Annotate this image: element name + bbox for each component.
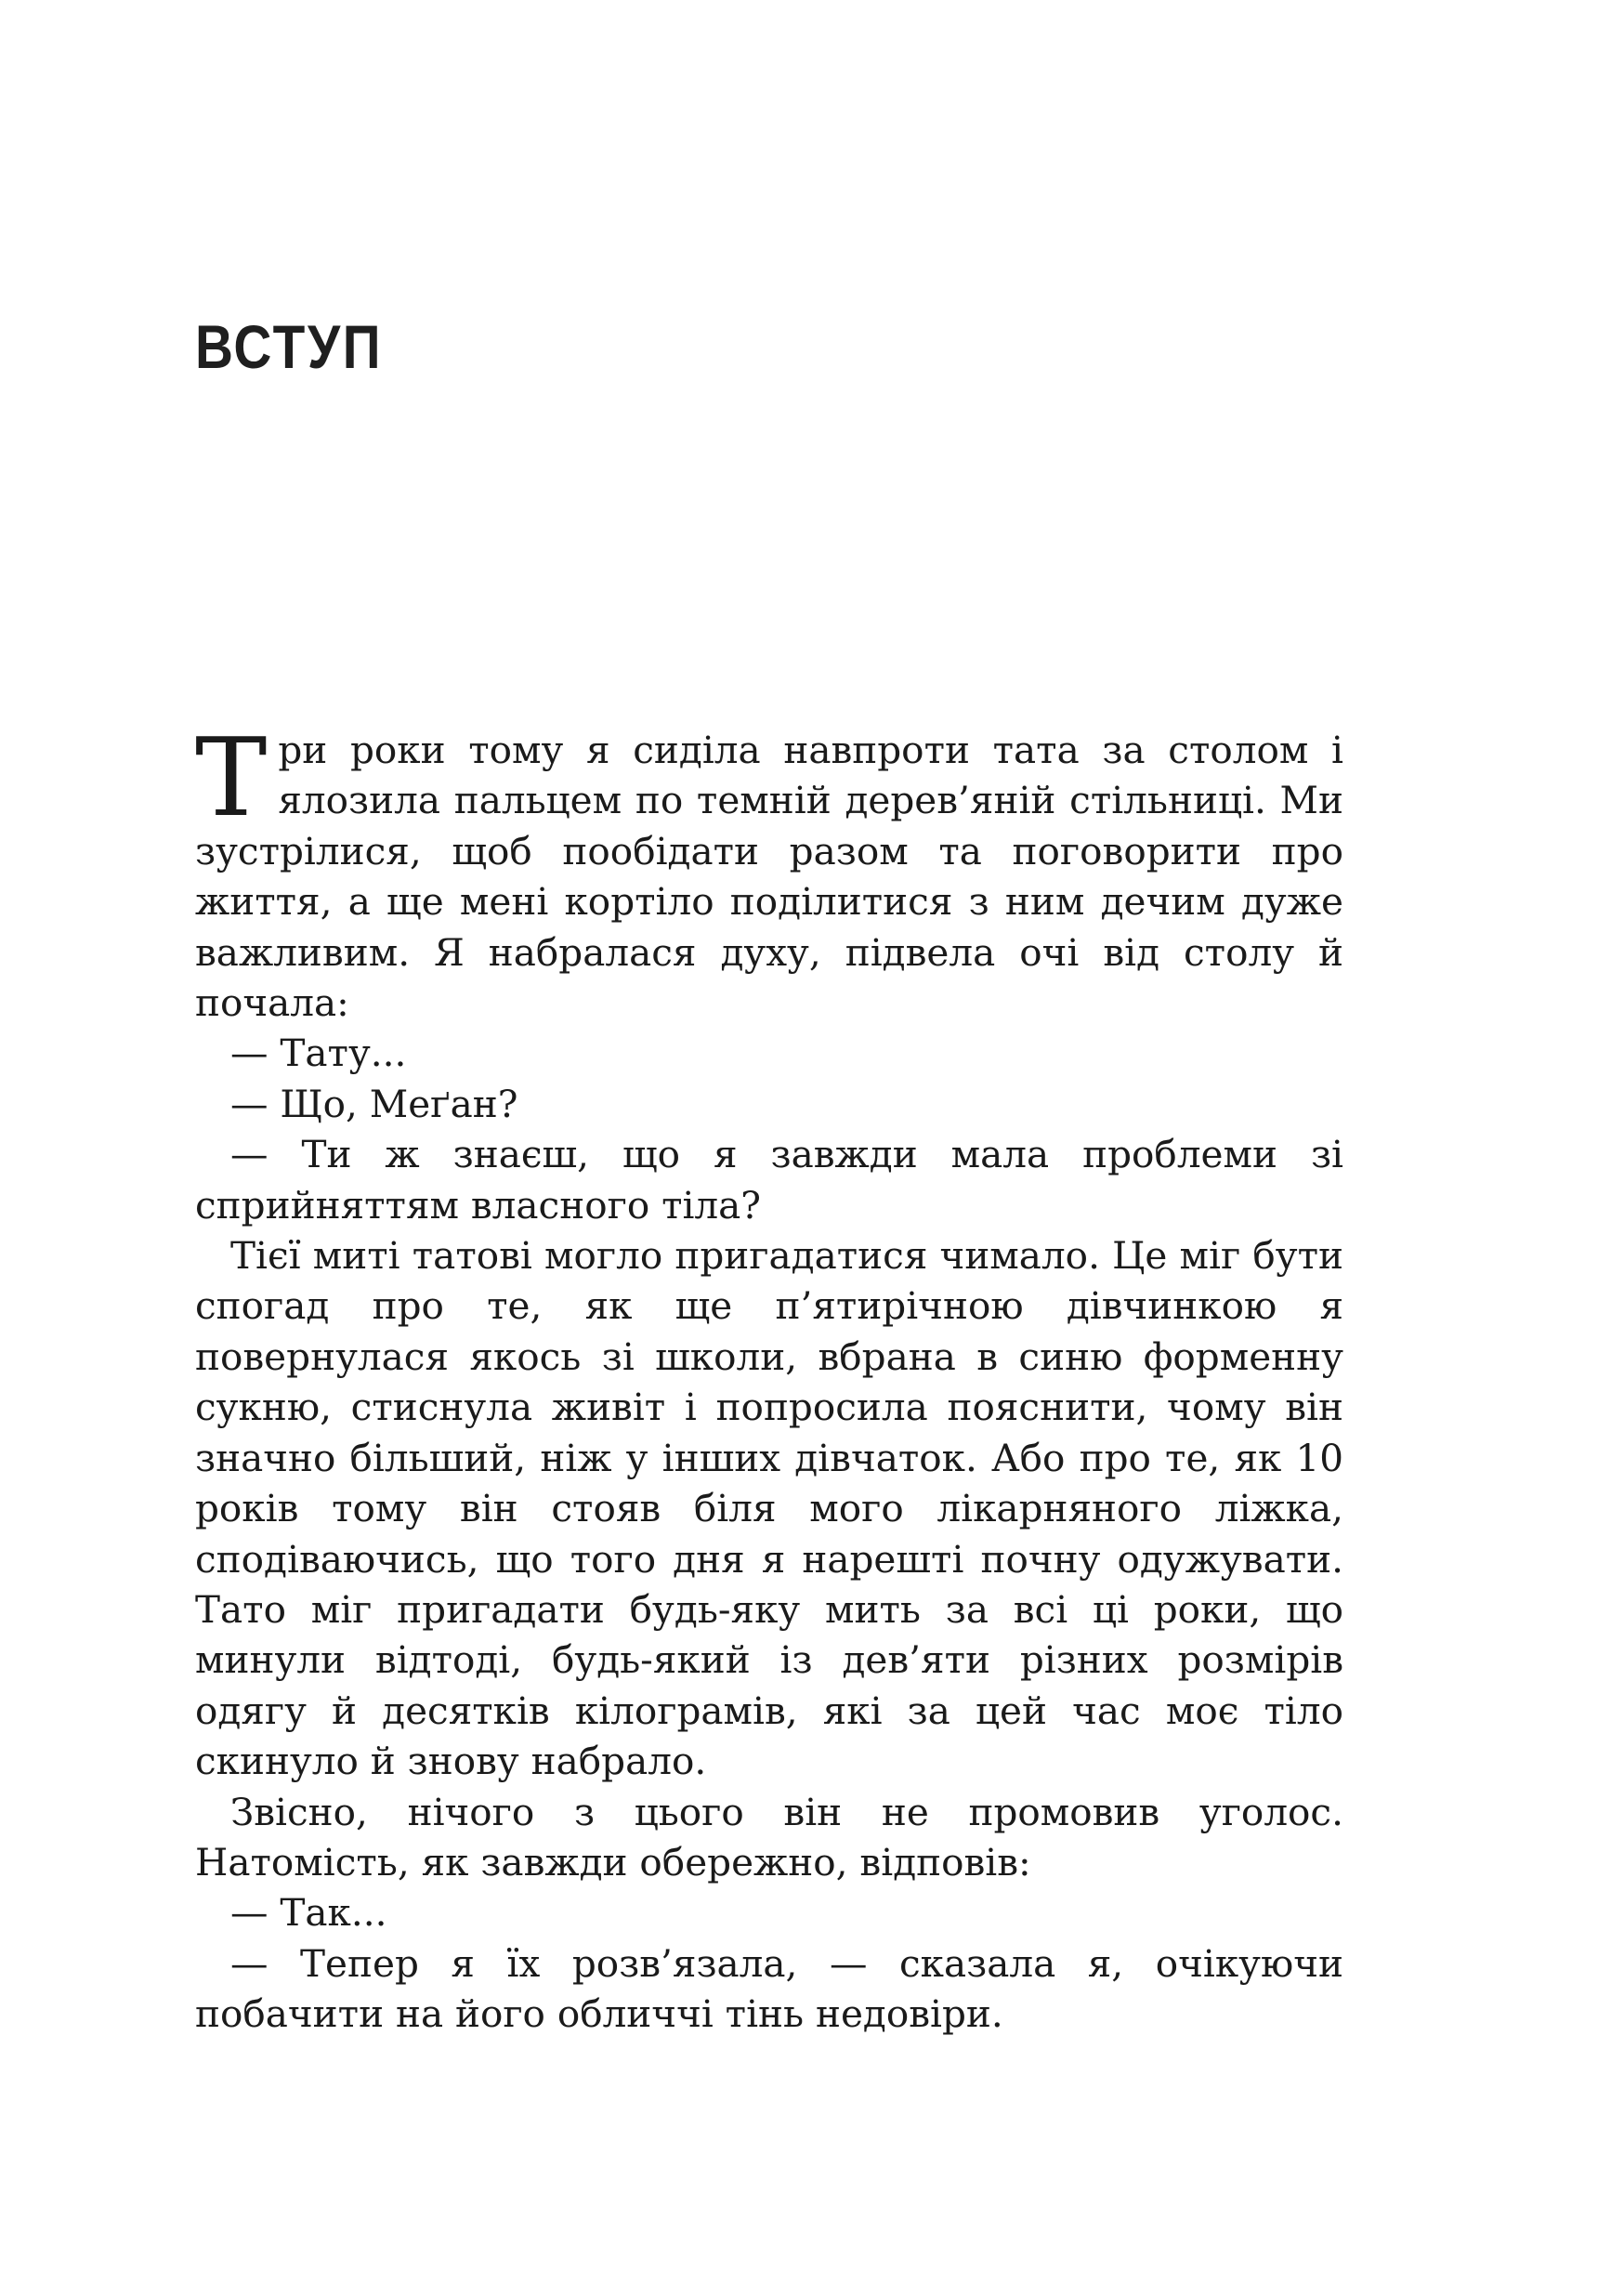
paragraph: Звісно, нічого з цього він не промовив уголос. Натомість, як завжди обережно, відповів: <box>195 1789 1343 1885</box>
paragraph <box>195 716 1343 1028</box>
paragraph: Тієї миті татові могло пригадатися чимало. Це міг бути спогад про те, як ще п’ятирічною дівчинкою я повернулася якось зі школи, вбрана в синю форменну сукню, стиснула живіт і попросила пояснити, чому він значно більший, ніж у інших дівчаток. Або про те, як 10 років тому він стояв біля мого лікарняного ліжка, сподіваючись, що того дня я нарешті почну одужувати. Тато міг пригадати будь-яку мить за всі ці роки, що минули відтоді, будь-який із дев’яти різних розмірів одягу й десятків кілограмів, які за цей час моє тіло скинуло й знову набрало. <box>195 1233 1343 1784</box>
dialogue-line: — Ти ж знаєш, що я завжди мала проблеми зі сприйняттям власного тіла? <box>195 1132 1343 1228</box>
dialogue-line: — Що, Меґан? <box>230 1081 518 1126</box>
drop-cap: Т <box>195 716 268 841</box>
dialogue-line: — Тепер я їх розв’язала, — сказала я, очікуючи побачити на його обличчі тінь недовіри. <box>195 1940 1343 2037</box>
paragraph-text: ри роки тому я сиділа навпроти тата за столом і ялозила пальцем по темній дерев’яній стільниці. Ми зустрілися, щоб пообідати разом та поговорити про життя, а ще мені кортіло поділитися з ним дечим дуже важливим. Я набралася духу, підвела очі від столу й почала: <box>195 728 1343 1026</box>
dialogue-line: — Так... <box>230 1890 387 1936</box>
body-text <box>195 716 1343 2040</box>
chapter-title: ВСТУП <box>195 312 384 381</box>
dialogue-line: — Тату... <box>230 1031 407 1076</box>
